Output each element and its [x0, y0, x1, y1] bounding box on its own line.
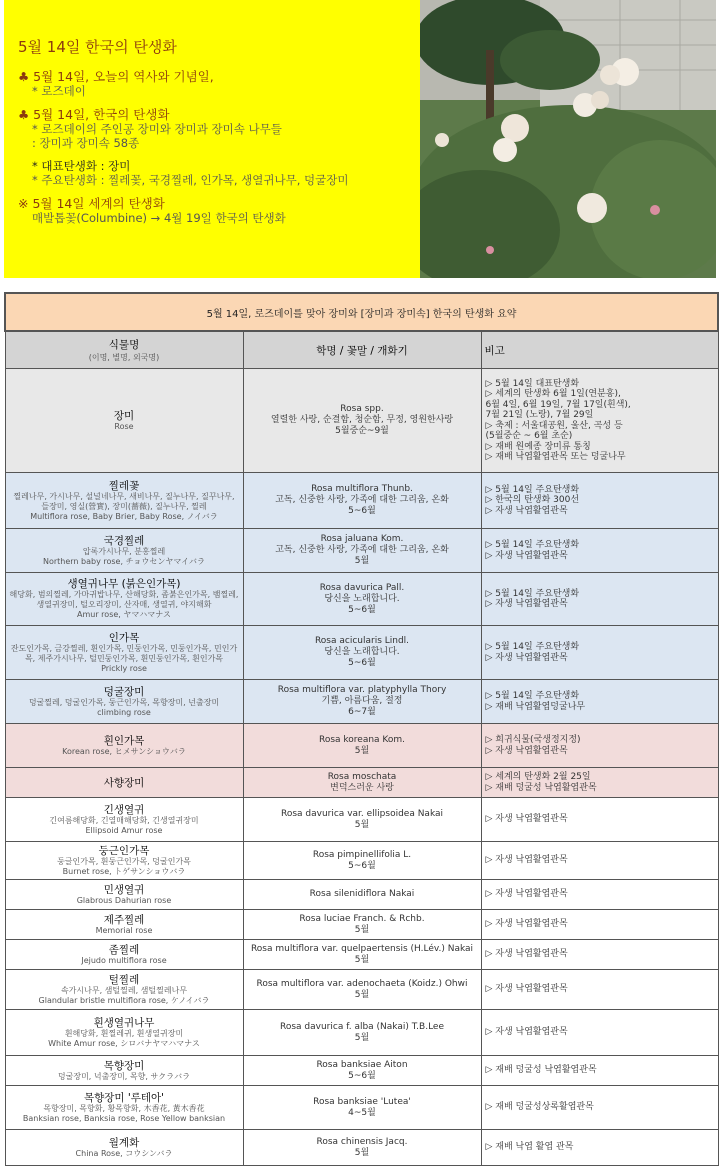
plant-name-cell	[5, 798, 243, 842]
blooming-period: 5월	[354, 924, 370, 935]
plant-foreign-name: White Amur rose, シロバナヤマハマナス	[48, 1038, 200, 1048]
scientific-cell	[243, 1130, 481, 1166]
flower-meaning: 변덕스러운 사랑	[330, 782, 394, 793]
plant-name-cell	[5, 724, 243, 768]
plant-foreign-name: Jejudo multiflora rose	[81, 955, 167, 965]
notes-cell	[481, 768, 718, 798]
notes-cell	[481, 626, 718, 680]
rose-photo	[420, 0, 716, 278]
plant-name-cell	[5, 768, 243, 798]
table-row	[5, 1086, 718, 1130]
scientific-cell	[243, 842, 481, 880]
plant-name: 흰인가목	[103, 734, 145, 747]
header-panel	[4, 0, 420, 278]
table-row	[5, 768, 718, 798]
note-line: ▷ 자생 낙엽활엽관목	[485, 1027, 568, 1038]
notes-cell	[481, 940, 718, 970]
note-line: ▷ 5월 14일 주요탄생화	[485, 691, 580, 701]
header-section-heading: ※ 5월 14일 세계의 탄생화	[18, 196, 165, 211]
plant-aliases: 잔도인가목, 금강찔레, 흰인가목, 민둥인가목, 민둥인가목, 민인가목, 제주가시나무, 털민둥인가목, 흰민둥인가목, 흰인가목	[10, 643, 238, 663]
note-line: (5월중순 ~ 6월 초순)	[485, 431, 573, 441]
note-line: ▷ 자생 낙엽활엽관목	[485, 652, 568, 663]
plant-foreign-name: Glandular bristle multiflora rose, ケノイバラ	[38, 995, 210, 1005]
scientific-cell	[243, 1056, 481, 1086]
plant-name-cell	[5, 680, 243, 724]
flower-meaning: 당신을 노래합니다.	[324, 647, 400, 657]
col-header-sci: 학명 / 꽃말 / 개화기	[243, 331, 481, 369]
table-row	[5, 1130, 718, 1166]
plant-foreign-name: Glabrous Dahurian rose	[76, 895, 172, 905]
scientific-cell	[243, 940, 481, 970]
table-row	[5, 970, 718, 1010]
plant-name: 목향장미 '루테아'	[83, 1091, 165, 1104]
scientific-cell	[243, 724, 481, 768]
header-section-line: * 주요탄생화 : 찔레꽃, 국경찔레, 인가목, 생열귀나무, 덩굴장미	[32, 173, 349, 187]
note-line: ▷ 5월 14일 주요탄생화	[485, 540, 580, 550]
scientific-name: Rosa multiflora var. platyphylla Thory	[277, 685, 447, 695]
plant-name: 털찔레	[108, 973, 140, 986]
plant-aliases: 둥글인가목, 흰둥근인가목, 덩굴인가목	[57, 856, 191, 866]
scientific-name: Rosa multiflora var. adenochaeta (Koidz.) Ohwi	[256, 978, 468, 989]
notes-cell	[481, 473, 718, 529]
scientific-name: Rosa koreana Kom.	[318, 734, 406, 745]
plant-name: 장미	[113, 409, 135, 422]
plant-name-cell	[5, 970, 243, 1010]
plant-name: 긴생열귀	[103, 803, 145, 816]
col-header-name-label: 식물명	[108, 339, 140, 351]
plant-name: 민생열귀	[103, 883, 145, 896]
note-line: ▷ 세계의 탄생화 2월 25일	[485, 772, 591, 782]
header-section	[18, 69, 406, 98]
flower-meaning: 열렬한 사랑, 순결함, 청순함, 무정, 영원한사랑	[270, 415, 454, 425]
notes-cell	[481, 529, 718, 573]
plant-name-cell	[5, 1056, 243, 1086]
note-line: ▷ 자생 낙엽활엽관목	[485, 889, 568, 900]
scientific-cell	[243, 473, 481, 529]
scientific-cell	[243, 626, 481, 680]
plant-foreign-name: Prickly rose	[101, 663, 147, 673]
blooming-period: 5월	[354, 819, 370, 830]
note-line: ▷ 자생 낙엽활엽관목	[485, 855, 568, 866]
plant-aliases: 덩굴장미, 넉출장미, 목향, サクラバラ	[57, 1071, 191, 1081]
header-section-heading: ♣ 5월 14일, 오늘의 역사와 기념일,	[18, 69, 214, 84]
table-row	[5, 529, 718, 573]
table-row	[5, 940, 718, 970]
plant-aliases: 속가시나무, 샘털찔레, 샘털찔레나무	[60, 985, 188, 995]
scientific-name: Rosa moschata	[327, 771, 397, 782]
note-line: ▷ 5월 14일 주요탄생화	[485, 484, 580, 495]
note-line: ▷ 5월 14일 주요탄생화	[485, 642, 580, 652]
note-line: 7월 21일 (노랑), 7월 29일	[485, 410, 594, 420]
notes-cell	[481, 1130, 718, 1166]
note-line: ▷ 5월 14일 대표탄생화	[485, 378, 580, 389]
plant-foreign-name: Banksian rose, Banksia rose, Rose Yellow banksian	[22, 1113, 226, 1123]
col-header-name-sub: (이명, 별명, 외국명)	[88, 353, 160, 362]
table-row	[5, 626, 718, 680]
page-title: 5월 14일 한국의 탄생화	[18, 38, 177, 56]
plant-name-cell	[5, 1010, 243, 1056]
scientific-name: Rosa pimpinellifolia L.	[312, 849, 412, 860]
note-line: ▷ 자생 낙엽활엽관목	[485, 919, 568, 930]
plant-foreign-name: Korean rose, ヒメサンショウバラ	[62, 746, 186, 756]
note-line: ▷ 재배 원예종 장미류 통칭	[485, 441, 591, 452]
scientific-name: Rosa davurica Pall.	[319, 582, 405, 593]
plant-aliases: 압록가시나무, 분홍찔레	[82, 546, 166, 556]
plant-aliases: 찔레나무, 가시나무, 설널네나무, 새비나무, 질누나무, 질꾸나무, 들장미, 영실(營實), 장미(薔薇), 질누나무, 찔레	[13, 491, 235, 511]
plant-aliases: 흰해당화, 흰찔레귀, 흰생열귀장미	[64, 1028, 184, 1038]
blooming-period: 5월중순~9월	[335, 426, 389, 436]
plant-foreign-name: Memorial rose	[95, 925, 153, 935]
note-line: ▷ 자생 낙엽활엽관목	[485, 550, 568, 561]
scientific-name: Rosa acicularis Lindl.	[314, 636, 410, 646]
plant-foreign-name: Rose	[114, 421, 134, 431]
blooming-period: 5~6월	[348, 604, 376, 615]
plant-name-cell	[5, 573, 243, 626]
blooming-period: 5월	[354, 989, 370, 1000]
note-line: ▷ 재배 덩굴성 낙엽활엽관목	[485, 1065, 597, 1076]
blooming-period: 5월	[354, 954, 370, 965]
scientific-name: Rosa jaluana Kom.	[320, 534, 404, 544]
note-line: ▷ 자생 낙엽활엽관목	[485, 505, 568, 516]
plant-name: 국경찔레	[103, 534, 145, 547]
header-section-line: : 장미과 장미속 58종	[32, 136, 140, 150]
note-line: 6월 4일, 6월 19일, 7월 17일(흰색),	[485, 399, 631, 410]
table-row	[5, 680, 718, 724]
plant-aliases: 긴여름해당화, 긴열매해당화, 긴생열귀장미	[49, 815, 199, 825]
table-row	[5, 724, 718, 768]
blooming-period: 6~7월	[348, 707, 376, 717]
note-line: ▷ 재배 덩굴성 낙엽활엽관목	[485, 782, 597, 793]
scientific-name: Rosa silenidiflora Nakai	[309, 889, 415, 899]
table-row	[5, 473, 718, 529]
table-row	[5, 1056, 718, 1086]
notes-cell	[481, 798, 718, 842]
scientific-cell	[243, 680, 481, 724]
note-line: ▷ 재배 낙엽활엽관목 또는 덩굴나무	[485, 452, 626, 462]
table-row	[5, 910, 718, 940]
note-line: ▷ 축제 : 서울대공원, 울산, 곡성 등	[485, 420, 623, 431]
plant-aliases: 덩굴찔레, 덩굴인가목, 둥근인가목, 목향장미, 넌출장미	[28, 697, 220, 707]
notes-cell	[481, 724, 718, 768]
notes-cell	[481, 1086, 718, 1130]
plant-foreign-name: China Rose, コウシンバラ	[75, 1148, 173, 1158]
header-section	[18, 107, 406, 150]
scientific-cell	[243, 1010, 481, 1056]
scientific-cell	[243, 768, 481, 798]
plant-foreign-name: Amur rose, ヤマハマナス	[77, 610, 171, 619]
notes-cell	[481, 910, 718, 940]
plant-aliases: 해당화, 범의찔레, 가마귀밥나무, 산해당화, 좀붉은인가목, 뱀찔레, 생열귀장미, 털오리장미, 산자매, 생열귀, 야지해화	[9, 590, 239, 609]
plant-name-cell	[5, 1130, 243, 1166]
notes-cell	[481, 842, 718, 880]
col-header-name	[5, 331, 243, 369]
plant-name: 월계화	[108, 1136, 140, 1149]
table-row	[5, 880, 718, 910]
plant-name: 흰생열귀나무	[93, 1016, 155, 1029]
note-line: ▷ 5월 14일 주요탄생화	[485, 588, 580, 599]
scientific-cell	[243, 970, 481, 1010]
birthflower-table	[4, 292, 719, 1166]
plant-name: 제주찔레	[103, 913, 145, 926]
header-section	[18, 159, 406, 187]
plant-foreign-name: Multiflora rose, Baby Brier, Baby Rose, ノイバラ	[30, 511, 218, 521]
plant-name-cell	[5, 880, 243, 910]
plant-name: 사향장미	[103, 776, 145, 789]
plant-name-cell	[5, 473, 243, 529]
header-section-heading: ♣ 5월 14일, 한국의 탄생화	[18, 107, 170, 122]
notes-cell	[481, 369, 718, 473]
table-row	[5, 573, 718, 626]
rose-garden-image	[420, 0, 716, 278]
header-section-line: * 대표탄생화 : 장미	[32, 159, 131, 173]
scientific-name: Rosa multiflora Thunb.	[311, 484, 413, 494]
scientific-cell	[243, 529, 481, 573]
flower-meaning: 당신을 노래합니다.	[324, 593, 400, 604]
scientific-name: Rosa davurica var. ellipsoidea Nakai	[280, 808, 444, 819]
blooming-period: 4~5월	[348, 1107, 376, 1118]
flower-meaning: 고독, 신중한 사랑, 가족에 대한 그리움, 온화	[275, 495, 449, 505]
plant-name-cell	[5, 910, 243, 940]
plant-name-cell	[5, 1086, 243, 1130]
plant-foreign-name: Burnet rose, トゲサンショウバラ	[62, 866, 186, 876]
blooming-period: 5월	[354, 1147, 370, 1158]
note-line: ▷ 희귀식물(국생정지정)	[485, 735, 581, 745]
plant-name: 목향장미	[103, 1059, 145, 1072]
plant-name: 좀찔레	[108, 943, 140, 956]
table-row	[5, 798, 718, 842]
plant-aliases: 목향장미, 목향화, 황목향화, 木香花, 黃木香花	[43, 1103, 205, 1113]
table-row	[5, 1010, 718, 1056]
plant-name-cell	[5, 940, 243, 970]
blooming-period: 5월	[354, 1032, 370, 1043]
plant-name-cell	[5, 842, 243, 880]
header-section-line: * 로즈데이의 주인공 장미와 장미과 장미속 나무들	[32, 122, 282, 136]
scientific-cell	[243, 880, 481, 910]
flower-meaning: 기쁨, 아름다움, 절정	[321, 696, 403, 706]
plant-name-cell	[5, 626, 243, 680]
note-line: ▷ 재배 낙엽 활엽 관목	[485, 1142, 574, 1153]
scientific-name: Rosa multiflora var. quelpaertensis (H.Lév.) Nakai	[250, 943, 474, 954]
blooming-period: 5~6월	[348, 1070, 376, 1081]
scientific-name: Rosa spp.	[340, 404, 384, 414]
note-line: ▷ 자생 낙엽활엽관목	[485, 814, 568, 825]
col-header-notes: 비고	[481, 331, 718, 369]
table-row	[5, 369, 718, 473]
scientific-cell	[243, 369, 481, 473]
plant-name: 덩굴장미	[103, 685, 145, 698]
flower-meaning: 고독, 신중한 사랑, 가족에 대한 그리움, 온화	[275, 545, 449, 555]
notes-cell	[481, 680, 718, 724]
scientific-name: Rosa banksiae Aiton	[316, 1059, 408, 1070]
notes-cell	[481, 1010, 718, 1056]
scientific-cell	[243, 798, 481, 842]
notes-cell	[481, 573, 718, 626]
blooming-period: 5~6월	[348, 658, 376, 668]
plant-name-cell	[5, 369, 243, 473]
table-caption: 5월 14일, 로즈데이를 맞아 장미와 [장미과 장미속] 한국의 탄생화 요약	[5, 293, 718, 331]
blooming-period: 5~6월	[348, 506, 376, 516]
notes-cell	[481, 880, 718, 910]
note-line: ▷ 한국의 탄생화 300선	[485, 495, 580, 506]
note-line: ▷ 자생 낙엽활엽관목	[485, 599, 568, 609]
note-line: ▷ 재배 낙엽활엽덩굴나무	[485, 701, 586, 712]
plant-name: 찔레꽃	[108, 479, 140, 492]
note-line: ▷ 자생 낙엽활엽관목	[485, 745, 568, 756]
table-row	[5, 842, 718, 880]
scientific-name: Rosa davurica f. alba (Nakai) T.B.Lee	[280, 1021, 444, 1032]
note-line: ▷ 자생 낙엽활엽관목	[485, 949, 568, 960]
scientific-name: Rosa chinensis Jacq.	[316, 1136, 408, 1147]
scientific-name: Rosa luciae Franch. & Rchb.	[299, 913, 425, 924]
header-section-line: 매발톱꽃(Columbine) → 4월 19일 한국의 탄생화	[32, 211, 286, 225]
note-line: ▷ 자생 낙엽활엽관목	[485, 984, 568, 995]
plant-foreign-name: Ellipsoid Amur rose	[85, 825, 163, 835]
blooming-period: 5월	[354, 556, 370, 566]
plant-foreign-name: climbing rose	[97, 707, 151, 717]
blooming-period: 5~6월	[348, 860, 376, 871]
note-line: ▷ 세계의 탄생화 6월 1일(연분홍),	[485, 389, 621, 399]
plant-foreign-name: Northern baby rose, チョウセンヤマイバラ	[42, 556, 206, 566]
plant-name-cell	[5, 529, 243, 573]
scientific-cell	[243, 573, 481, 626]
scientific-cell	[243, 910, 481, 940]
scientific-name: Rosa banksiae 'Lutea'	[313, 1096, 411, 1107]
note-line: ▷ 재배 덩굴성상록활엽관목	[485, 1102, 594, 1113]
plant-name: 인가목	[108, 631, 140, 644]
header-section-line: * 로즈데이	[32, 84, 86, 98]
notes-cell	[481, 970, 718, 1010]
header-sections	[18, 69, 406, 225]
header-section	[18, 196, 406, 225]
plant-name: 생열귀나무 (붉은인가목)	[67, 578, 181, 590]
plant-name: 둥근인가목	[98, 844, 150, 857]
notes-cell	[481, 1056, 718, 1086]
scientific-cell	[243, 1086, 481, 1130]
blooming-period: 5월	[354, 745, 370, 756]
